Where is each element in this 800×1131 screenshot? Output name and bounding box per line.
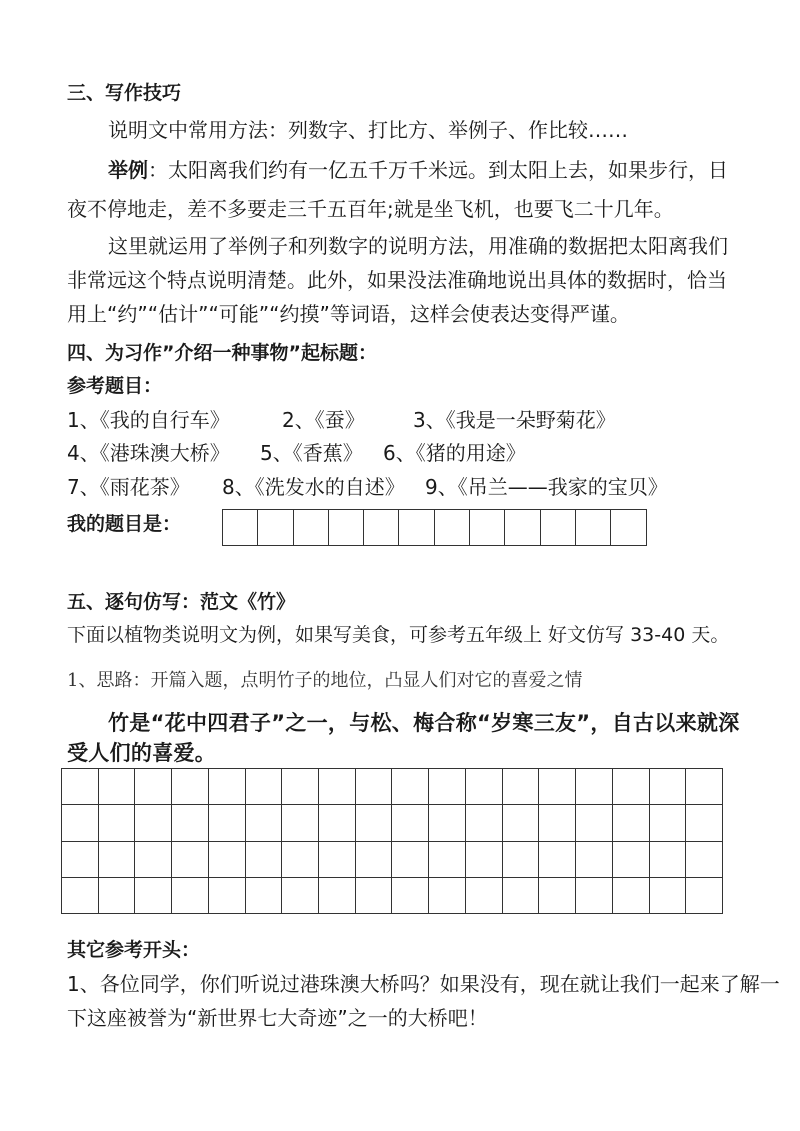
grid-cell[interactable] — [576, 805, 613, 841]
title-item: 1、《我的自行车》 — [67, 408, 230, 432]
grid-cell[interactable] — [576, 510, 611, 545]
section4-heading: 四、为习作”介绍一种事物”起标题： — [67, 342, 377, 364]
grid-cell[interactable] — [172, 769, 209, 805]
grid-cell[interactable] — [209, 878, 246, 914]
my-title-writing-grid[interactable] — [222, 509, 647, 546]
grid-cell[interactable] — [613, 769, 650, 805]
explain-line-3: 用上“约”“估计”“可能”“约摸”等词语，这样会使表达变得严谨。 — [67, 302, 630, 326]
grid-cell[interactable] — [503, 878, 540, 914]
grid-cell[interactable] — [650, 769, 687, 805]
title-item: 7、《雨花茶》 — [67, 475, 190, 499]
grid-cell[interactable] — [503, 769, 540, 805]
grid-cell[interactable] — [99, 878, 136, 914]
title-item: 9、《吊兰——我家的宝贝》 — [425, 475, 668, 499]
grid-cell[interactable] — [99, 842, 136, 878]
grid-cell[interactable] — [319, 842, 356, 878]
grid-cell[interactable] — [62, 769, 99, 805]
grid-cell[interactable] — [62, 805, 99, 841]
grid-cell[interactable] — [576, 878, 613, 914]
grid-cell[interactable] — [246, 878, 283, 914]
grid-cell[interactable] — [576, 769, 613, 805]
grid-cell[interactable] — [466, 878, 503, 914]
section3-heading: 三、写作技巧 — [67, 82, 182, 104]
grid-cell[interactable] — [209, 842, 246, 878]
grid-cell[interactable] — [392, 769, 429, 805]
grid-cell[interactable] — [364, 510, 399, 545]
grid-cell[interactable] — [135, 805, 172, 841]
grid-cell[interactable] — [429, 769, 466, 805]
grid-cell[interactable] — [223, 510, 258, 545]
grid-cell[interactable] — [99, 769, 136, 805]
title-item: 6、《猪的用途》 — [383, 441, 526, 465]
grid-cell[interactable] — [541, 510, 576, 545]
grid-cell[interactable] — [466, 842, 503, 878]
grid-cell[interactable] — [282, 769, 319, 805]
idea-text: 1、思路：开篇入题，点明竹子的地位，凸显人们对它的喜爱之情 — [67, 670, 583, 691]
section5-intro: 下面以植物类说明文为例，如果写美食，可参考五年级上 好文仿写 33-40 天。 — [67, 624, 730, 646]
grid-cell[interactable] — [686, 842, 723, 878]
grid-cell[interactable] — [539, 842, 576, 878]
section5-heading: 五、逐句仿写：范文《竹》 — [67, 591, 296, 613]
example-label: 举例 — [108, 158, 148, 182]
grid-cell[interactable] — [246, 769, 283, 805]
model-line-2: 受人们的喜爱。 — [67, 741, 217, 765]
grid-cell[interactable] — [329, 510, 364, 545]
grid-cell[interactable] — [429, 878, 466, 914]
title-item: 2、《蚕》 — [282, 408, 365, 432]
grid-cell[interactable] — [539, 805, 576, 841]
grid-cell[interactable] — [429, 842, 466, 878]
grid-cell[interactable] — [135, 842, 172, 878]
grid-cell[interactable] — [356, 769, 393, 805]
grid-cell[interactable] — [135, 878, 172, 914]
grid-cell[interactable] — [576, 842, 613, 878]
grid-cell[interactable] — [319, 805, 356, 841]
explain-line-2: 非常远这个特点说明清楚。此外，如果没法准确地说出具体的数据时，恰当 — [67, 268, 727, 292]
grid-cell[interactable] — [613, 878, 650, 914]
grid-cell[interactable] — [62, 878, 99, 914]
grid-cell[interactable] — [650, 878, 687, 914]
writing-practice-grid[interactable] — [61, 768, 723, 914]
title-item: 8、《洗发水的自述》 — [222, 475, 405, 499]
grid-cell[interactable] — [539, 878, 576, 914]
grid-cell[interactable] — [613, 805, 650, 841]
grid-cell[interactable] — [172, 842, 209, 878]
title-item: 3、《我是一朵野菊花》 — [413, 408, 616, 432]
grid-cell[interactable] — [470, 510, 505, 545]
grid-cell[interactable] — [99, 805, 136, 841]
grid-cell[interactable] — [503, 805, 540, 841]
grid-cell[interactable] — [505, 510, 540, 545]
grid-cell[interactable] — [282, 878, 319, 914]
grid-cell[interactable] — [294, 510, 329, 545]
title-item: 5、《香蕉》 — [260, 441, 363, 465]
grid-cell[interactable] — [503, 842, 540, 878]
grid-cell[interactable] — [399, 510, 434, 545]
grid-cell[interactable] — [172, 805, 209, 841]
other-openings-heading: 其它参考开头： — [67, 939, 201, 961]
grid-cell[interactable] — [282, 805, 319, 841]
grid-cell[interactable] — [209, 769, 246, 805]
grid-cell[interactable] — [319, 769, 356, 805]
grid-cell[interactable] — [686, 805, 723, 841]
grid-cell[interactable] — [319, 878, 356, 914]
grid-cell[interactable] — [466, 769, 503, 805]
grid-cell[interactable] — [392, 805, 429, 841]
explain-line-1: 这里就运用了举例子和列数字的说明方法，用准确的数据把太阳离我们 — [108, 234, 728, 258]
grid-cell[interactable] — [686, 878, 723, 914]
grid-cell[interactable] — [429, 805, 466, 841]
model-line-1: 竹是“花中四君子”之一，与松、梅合称“岁寒三友”，自古以来就深 — [108, 711, 740, 735]
example-line-1 — [108, 157, 728, 183]
opening-line-1: 1、各位同学，你们听说过港珠澳大桥吗？如果没有，现在就让我们一起来了解一 — [67, 972, 780, 996]
reference-titles-label: 参考题目： — [67, 375, 163, 397]
grid-cell[interactable] — [172, 878, 209, 914]
grid-cell[interactable] — [611, 510, 646, 545]
grid-cell[interactable] — [686, 769, 723, 805]
grid-cell[interactable] — [209, 805, 246, 841]
grid-cell[interactable] — [258, 510, 293, 545]
grid-cell[interactable] — [62, 842, 99, 878]
grid-cell[interactable] — [282, 842, 319, 878]
example-line-1-text: ：太阳离我们约有一亿五千万千米远。到太阳上去，如果步行，日 — [148, 158, 728, 182]
grid-cell[interactable] — [392, 842, 429, 878]
grid-cell[interactable] — [650, 842, 687, 878]
grid-cell[interactable] — [135, 769, 172, 805]
title-item: 4、《港珠澳大桥》 — [67, 441, 230, 465]
grid-cell[interactable] — [246, 805, 283, 841]
my-title-label: 我的题目是： — [67, 513, 182, 535]
grid-cell[interactable] — [466, 805, 503, 841]
methods-text: 说明文中常用方法：列数字、打比方、举例子、作比较…… — [108, 118, 628, 142]
example-line-2: 夜不停地走，差不多要走三千五百年;就是坐飞机，也要飞二十几年。 — [67, 197, 674, 221]
grid-cell[interactable] — [356, 878, 393, 914]
grid-cell[interactable] — [539, 769, 576, 805]
grid-cell[interactable] — [613, 842, 650, 878]
grid-cell[interactable] — [246, 842, 283, 878]
grid-cell[interactable] — [392, 878, 429, 914]
grid-cell[interactable] — [356, 842, 393, 878]
grid-cell[interactable] — [435, 510, 470, 545]
grid-cell[interactable] — [650, 805, 687, 841]
opening-line-2: 下这座被誉为“新世界七大奇迹”之一的大桥吧！ — [67, 1006, 488, 1030]
grid-cell[interactable] — [356, 805, 393, 841]
